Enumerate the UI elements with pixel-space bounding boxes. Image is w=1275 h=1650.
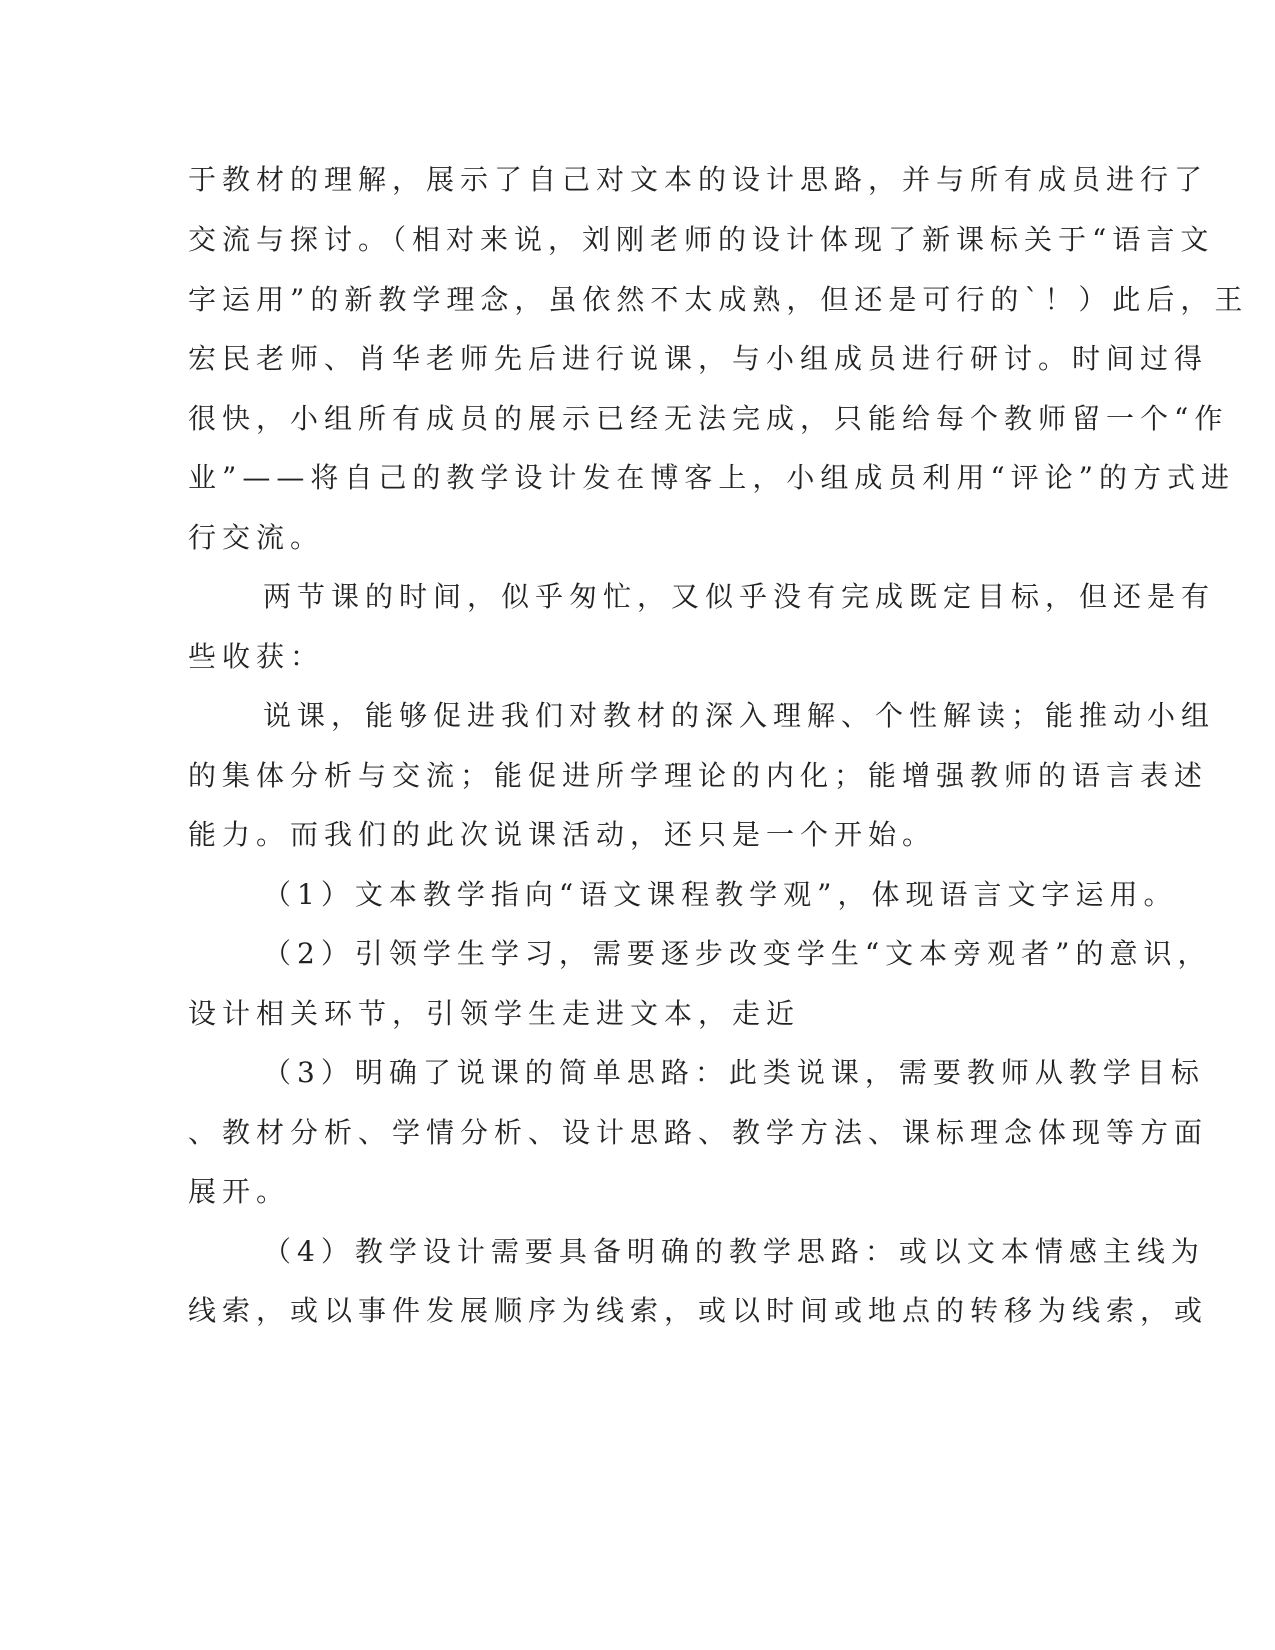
paragraph-line: 很快，小组所有成员的展示已经无法完成，只能给每个教师留一个“作 [188, 402, 1229, 435]
list-item-3: （3）明确了说课的简单思路：此类说课，需要教师从教学目标 [263, 1056, 1205, 1089]
paragraph-line: 交流与探讨。（相对来说，刘刚老师的设计体现了新课标关于“语言文 [188, 223, 1215, 256]
paragraph-line: 宏民老师、肖华老师先后进行说课，与小组成员进行研讨。时间过得 [188, 342, 1209, 375]
paragraph-line: 于教材的理解，展示了自己对文本的设计思路，并与所有成员进行了 [188, 163, 1209, 196]
paragraph-line: 行交流。 [188, 521, 325, 554]
paragraph-line: 些收获： [188, 640, 325, 673]
paragraph-line: 的集体分析与交流；能促进所学理论的内化；能增强教师的语言表述 [188, 759, 1209, 792]
paragraph-line: 两节课的时间，似乎匆忙，又似乎没有完成既定目标，但还是有 [263, 580, 1216, 613]
paragraph-line: 展开。 [188, 1175, 291, 1208]
paragraph-line: 设计相关环节，引领学生走进文本，走近 [188, 997, 801, 1030]
paragraph-line: 线索，或以事件发展顺序为线索，或以时间或地点的转移为线索，或 [188, 1294, 1209, 1327]
paragraph-line: 说课，能够促进我们对教材的深入理解、个性解读；能推动小组 [263, 699, 1216, 732]
list-item-4: （4）教学设计需要具备明确的教学思路：或以文本情感主线为 [263, 1235, 1205, 1268]
list-item-1: （1）文本教学指向“语文课程教学观”，体现语言文字运用。 [263, 878, 1178, 911]
paragraph-line: 字运用”的新教学理念，虽依然不太成熟，但还是可行的`！）此后，王 [188, 283, 1249, 316]
paragraph-line: 业”——将自己的教学设计发在博客上，小组成员利用“评论”的方式进 [188, 461, 1235, 494]
paragraph-line: 、教材分析、学情分析、设计思路、教学方法、课标理念体现等方面 [188, 1116, 1209, 1149]
paragraph-line: 能力。而我们的此次说课活动，还只是一个开始。 [188, 818, 937, 851]
list-item-2: （2）引领学生学习，需要逐步改变学生“文本旁观者”的意识， [263, 937, 1212, 970]
